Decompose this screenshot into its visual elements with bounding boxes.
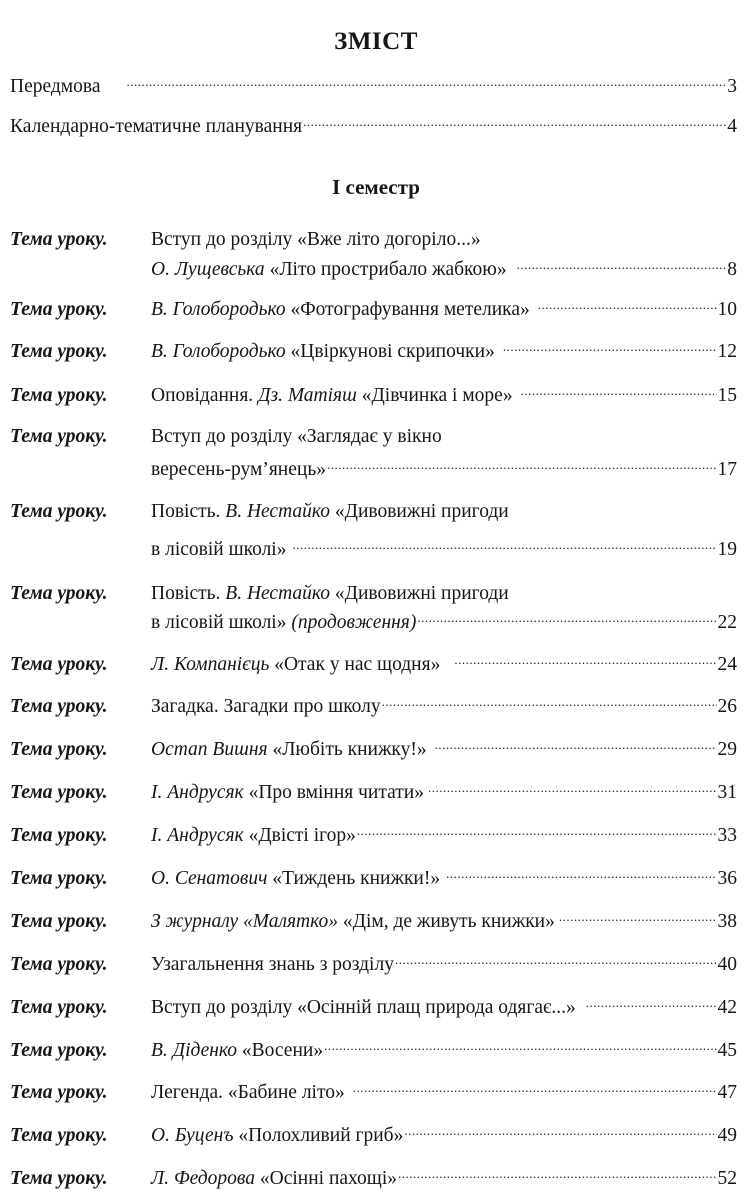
entry-genre: Повість. <box>151 583 221 604</box>
entry-title: в лісовій школі» <box>151 611 287 633</box>
dot-leader <box>517 255 727 275</box>
page-title: ЗМІСТ <box>334 28 418 55</box>
page-number: 8 <box>727 258 737 280</box>
toc-entry[interactable] <box>10 1078 737 1105</box>
entry-title: «Дім, де живуть книжки» <box>342 910 555 932</box>
toc-entry[interactable] <box>10 1036 737 1063</box>
entry-author: О. Сенатович <box>151 867 268 889</box>
entry-title: «Дівчинка і море» <box>361 384 513 406</box>
toc-entry[interactable] <box>10 864 737 891</box>
entry-title: Вступ до розділу «Вже літо догоріло...» <box>151 229 481 250</box>
dot-leader <box>521 381 717 401</box>
page-number: 45 <box>717 1039 737 1061</box>
dot-leader <box>446 864 716 884</box>
page-number: 33 <box>717 824 737 846</box>
dot-leader <box>454 650 716 670</box>
entry-author: З журналу «Малятко» <box>151 910 339 932</box>
page-number: 42 <box>717 996 737 1018</box>
toc-entry-continuation[interactable] <box>10 255 737 282</box>
entry-author: Дз. Матіяш <box>258 384 357 406</box>
entry-title: «Тиждень книжки!» <box>272 867 441 889</box>
toc-entry[interactable] <box>10 295 737 322</box>
toc-entry-continuation[interactable] <box>10 608 737 635</box>
entry-title: «Двісті ігор» <box>248 824 356 846</box>
page-number: 22 <box>717 611 737 633</box>
page-number: 40 <box>717 953 737 975</box>
lesson-label: Тема уроку. <box>10 426 108 447</box>
lesson-label: Тема уроку. <box>10 340 108 362</box>
dot-leader <box>398 1164 717 1184</box>
toc-entry[interactable] <box>10 821 737 848</box>
lesson-label: Тема уроку. <box>10 1039 108 1061</box>
toc-entry[interactable] <box>10 735 737 762</box>
toc-entry-continuation[interactable] <box>10 455 737 482</box>
entry-title: «Любіть книжку!» <box>272 738 427 760</box>
dot-leader <box>559 907 717 927</box>
entry-title: «Літо прострибало жабкою» <box>269 258 507 280</box>
dot-leader <box>127 72 727 92</box>
toc-entry[interactable] <box>10 381 737 408</box>
toc-entry[interactable] <box>10 500 737 524</box>
entry-title: «Фотографування метелика» <box>290 298 530 320</box>
page-number: 4 <box>727 115 737 137</box>
entry-author: В. Голобородько <box>151 340 286 362</box>
page-number: 38 <box>717 910 737 932</box>
toc-entry[interactable] <box>10 228 737 252</box>
dot-leader <box>303 112 726 132</box>
entry-title: в лісовій школі» <box>151 538 287 560</box>
page-number: 52 <box>717 1167 737 1189</box>
toc-entry-calendar-plan[interactable] <box>10 112 737 139</box>
entry-genre: Повість. <box>151 501 221 522</box>
page-number: 19 <box>717 538 737 560</box>
lesson-label: Тема уроку. <box>10 1167 108 1189</box>
toc-entry[interactable] <box>10 582 737 606</box>
page-number: 12 <box>717 340 737 362</box>
page-number: 10 <box>717 298 737 320</box>
toc-entry[interactable] <box>10 337 737 364</box>
dot-leader <box>353 1078 717 1098</box>
entry-title: «Цвіркунові скрипочки» <box>290 340 495 362</box>
dot-leader <box>503 337 717 357</box>
lesson-label: Тема уроку. <box>10 1081 108 1103</box>
page-number: 3 <box>727 75 737 97</box>
dot-leader <box>428 778 717 798</box>
entry-title: Вступ до розділу «Заглядає у вікно <box>151 426 442 447</box>
entry-title: «Полохливий гриб» <box>238 1124 404 1146</box>
page-number: 47 <box>717 1081 737 1103</box>
entry-title: «Восени» <box>241 1039 324 1061</box>
toc-entry-continuation[interactable] <box>10 535 737 562</box>
toc-entry-preface[interactable] <box>10 72 737 99</box>
entry-author: В. Нестайко <box>225 501 331 522</box>
page-number: 36 <box>717 867 737 889</box>
lesson-label: Тема уроку. <box>10 653 108 675</box>
entry-author: О. Лущевська <box>151 258 265 280</box>
lesson-label: Тема уроку. <box>10 695 108 717</box>
entry-title: Вступ до розділу «Осінній плащ природа одягає...» <box>151 996 576 1018</box>
section-heading: І семестр <box>332 175 420 199</box>
entry-title: Загадка. Загадки про школу <box>151 695 381 717</box>
dot-leader <box>357 821 717 841</box>
page-number: 26 <box>717 695 737 717</box>
entry-title: Легенда. «Бабине літо» <box>151 1081 345 1103</box>
entry-title: Календарно-тематичне планування <box>10 115 303 137</box>
dot-leader <box>417 608 716 628</box>
page-number: 17 <box>717 458 737 480</box>
toc-entry[interactable] <box>10 907 737 934</box>
entry-title: «Отак у нас щодня» <box>274 653 441 675</box>
lesson-label: Тема уроку. <box>10 1124 108 1146</box>
entry-note: (продовження) <box>291 611 417 633</box>
toc-entry[interactable] <box>10 778 737 805</box>
entry-title: Передмова <box>10 75 101 97</box>
entry-title: «Про вміння читати» <box>248 781 424 803</box>
entry-author: Л. Федорова <box>151 1167 256 1189</box>
entry-author: І. Андрусяк <box>151 781 244 803</box>
page-number: 15 <box>717 384 737 406</box>
entry-title: «Дивовижні пригоди <box>334 501 509 522</box>
toc-entry[interactable] <box>10 425 737 449</box>
dot-leader <box>382 692 717 712</box>
page-number: 24 <box>717 653 737 675</box>
entry-author: Остап Вишня <box>151 738 268 760</box>
lesson-label: Тема уроку. <box>10 738 108 760</box>
entry-author: І. Андрусяк <box>151 824 244 846</box>
toc-entry[interactable] <box>10 1164 737 1191</box>
page-number: 31 <box>717 781 737 803</box>
entry-genre: Оповідання. <box>151 384 254 406</box>
entry-title: «Осінні пахощі» <box>259 1167 397 1189</box>
toc-entry[interactable] <box>10 993 737 1020</box>
lesson-label: Тема уроку. <box>10 501 108 522</box>
entry-author: О. Буценъ <box>151 1124 234 1146</box>
lesson-label: Тема уроку. <box>10 781 108 803</box>
lesson-label: Тема уроку. <box>10 229 108 250</box>
lesson-label: Тема уроку. <box>10 298 108 320</box>
toc-entry[interactable] <box>10 950 737 977</box>
entry-title: Узагальнення знань з розділу <box>151 953 394 975</box>
toc-entry[interactable] <box>10 1121 737 1148</box>
entry-title: вересень-рум’янець» <box>151 458 326 480</box>
dot-leader <box>324 1036 716 1056</box>
dot-leader <box>292 535 716 555</box>
page-number: 49 <box>717 1124 737 1146</box>
dot-leader <box>586 993 717 1013</box>
entry-author: Л. Компанієць <box>151 653 270 675</box>
dot-leader <box>395 950 717 970</box>
lesson-label: Тема уроку. <box>10 867 108 889</box>
dot-leader <box>435 735 717 755</box>
dot-leader <box>404 1121 716 1141</box>
lesson-label: Тема уроку. <box>10 996 108 1018</box>
dot-leader <box>327 455 717 475</box>
page-number: 29 <box>717 738 737 760</box>
toc-entry[interactable] <box>10 650 737 677</box>
entry-author: В. Голобородько <box>151 298 286 320</box>
lesson-label: Тема уроку. <box>10 953 108 975</box>
entry-title: «Дивовижні пригоди <box>334 583 509 604</box>
lesson-label: Тема уроку. <box>10 910 108 932</box>
lesson-label: Тема уроку. <box>10 583 108 604</box>
toc-entry[interactable] <box>10 692 737 719</box>
dot-leader <box>538 295 717 315</box>
entry-author: В. Діденко <box>151 1039 238 1061</box>
lesson-label: Тема уроку. <box>10 824 108 846</box>
entry-author: В. Нестайко <box>225 583 331 604</box>
lesson-label: Тема уроку. <box>10 384 108 406</box>
